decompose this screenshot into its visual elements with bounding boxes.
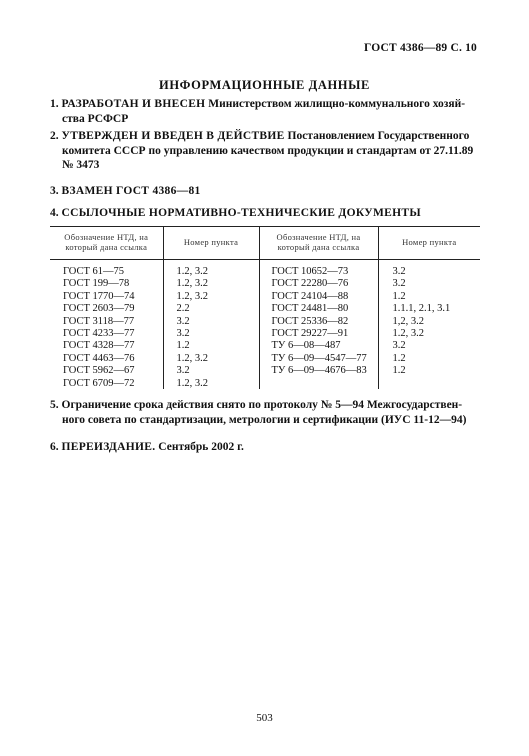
document-designation: ГОСТ 1770—74 (50, 290, 163, 302)
section-heading: РАЗРАБОТАН И ВНЕСЕН (61, 98, 206, 110)
table-row (50, 277, 480, 289)
document-designation: ГОСТ 24104—88 (259, 290, 378, 302)
item-number: 1.2 (392, 365, 406, 377)
item-number: 1.2, 3.2 (163, 352, 259, 364)
reference-documents-table (50, 226, 480, 389)
table-row (50, 339, 480, 351)
section-text: Министерством жилищно-коммунального хозяй- (208, 98, 466, 110)
item-number: 2.2 (163, 302, 259, 314)
item-number: 3.2 (163, 364, 259, 376)
table-row (50, 290, 480, 302)
document-designation: ГОСТ 3118—77 (50, 315, 163, 327)
section-3-replaces (50, 184, 482, 199)
document-designation: ТУ 6—09—4547—77 (259, 352, 378, 364)
item-number: 1.2, 3.2 (163, 290, 259, 302)
column-header-ntd (259, 227, 378, 260)
section-heading: ВЗАМЕН ГОСТ 4386—81 (61, 185, 201, 197)
header-line: который дана ссылка (277, 242, 360, 252)
document-designation-empty (259, 377, 378, 389)
item-number: 1.2, 3.2 (163, 260, 259, 278)
section-text-continued: № 3473 (62, 159, 100, 171)
section-text-continued: ного совета по стандартизации, метрологии и сертификации (ИУС 11-12—94) (62, 413, 467, 426)
table-row (50, 302, 480, 314)
section-1-developed-by (50, 97, 482, 126)
document-designation: ГОСТ 22280—76 (259, 277, 378, 289)
section-text: Сентябрь 2002 г. (158, 441, 244, 453)
item-number: 3.2 (392, 278, 406, 290)
column-header-ntd (50, 227, 163, 260)
item-number: 3.2 (392, 266, 406, 277)
section-number: 4. (50, 207, 59, 219)
section-text: Ограничение срока действия снято по протоколу № 5—94 Межгосударствен- (61, 399, 463, 411)
section-number: 1. (50, 98, 59, 110)
item-number: 1.2 (163, 339, 259, 351)
section-text-continued: комитета СССР по управлению качеством продукции и стандартам от 27.11.89 (62, 144, 474, 157)
item-number: 1.2, 3.2 (163, 277, 259, 289)
section-number: 6. (50, 441, 59, 453)
table-row (50, 327, 480, 339)
section-number: 2. (50, 130, 59, 142)
document-designation: ТУ 6—09—4676—83 (259, 364, 378, 376)
document-designation: ГОСТ 25336—82 (259, 315, 378, 327)
item-number-empty (378, 377, 480, 389)
header-line: Обозначение НТД, на (276, 232, 361, 242)
section-heading: ССЫЛОЧНЫЕ НОРМАТИВНО-ТЕХНИЧЕСКИЕ ДОКУМЕНТЫ (61, 207, 421, 219)
document-designation: ГОСТ 61—75 (50, 260, 163, 278)
page-number: 503 (256, 712, 273, 724)
section-number: 3. (50, 185, 59, 197)
item-number: 1.1.1, 2.1, 3.1 (392, 303, 451, 315)
item-number: 1.2, 3.2 (392, 328, 424, 340)
document-designation: ГОСТ 5962—67 (50, 364, 163, 376)
running-head: ГОСТ 4386—89 С. 10 (364, 42, 477, 54)
section-heading: УТВЕРЖДЕН И ВВЕДЕН В ДЕЙСТВИЕ (61, 130, 285, 142)
section-text-continued: ства РСФСР (62, 112, 129, 125)
document-designation: ГОСТ 29227—91 (259, 327, 378, 339)
table-row (50, 364, 480, 376)
table-row (50, 377, 480, 389)
header-line: Обозначение НТД, на (64, 232, 149, 242)
document-designation: ГОСТ 24481—80 (259, 302, 378, 314)
item-number: 3.2 (163, 315, 259, 327)
item-number: 1.2 (392, 352, 406, 364)
column-header-item: Номер пункта (163, 227, 259, 260)
section-2-approved (50, 129, 482, 173)
section-number: 5. (50, 399, 59, 411)
document-designation: ТУ 6—08—487 (259, 339, 378, 351)
item-number: 3.2 (392, 340, 406, 352)
table-row (50, 260, 480, 278)
document-designation: ГОСТ 6709—72 (50, 377, 163, 389)
document-designation: ГОСТ 199—78 (50, 277, 163, 289)
table-row (50, 352, 480, 364)
table-row (50, 315, 480, 327)
item-number: 3.2 (163, 327, 259, 339)
document-designation: ГОСТ 2603—79 (50, 302, 163, 314)
item-number: 1.2, 3.2 (163, 377, 259, 389)
document-designation: ГОСТ 10652—73 (259, 260, 378, 278)
section-4-references (50, 206, 482, 221)
page-title: ИНФОРМАЦИОННЫЕ ДАННЫЕ (159, 78, 370, 92)
section-heading: ПЕРЕИЗДАНИЕ. (61, 441, 156, 453)
item-number: 1.2 (392, 290, 406, 302)
section-6-reissue (50, 440, 482, 455)
section-5-validity (50, 398, 482, 427)
column-header-item: Номер пункта (378, 227, 480, 260)
document-designation: ГОСТ 4463—76 (50, 352, 163, 364)
table-header-row (50, 227, 480, 260)
item-number: 1,2, 3.2 (392, 315, 424, 327)
document-designation: ГОСТ 4328—77 (50, 339, 163, 351)
document-designation: ГОСТ 4233—77 (50, 327, 163, 339)
section-text: Постановлением Государственного (287, 130, 470, 142)
header-line: который дана ссылка (65, 242, 148, 252)
